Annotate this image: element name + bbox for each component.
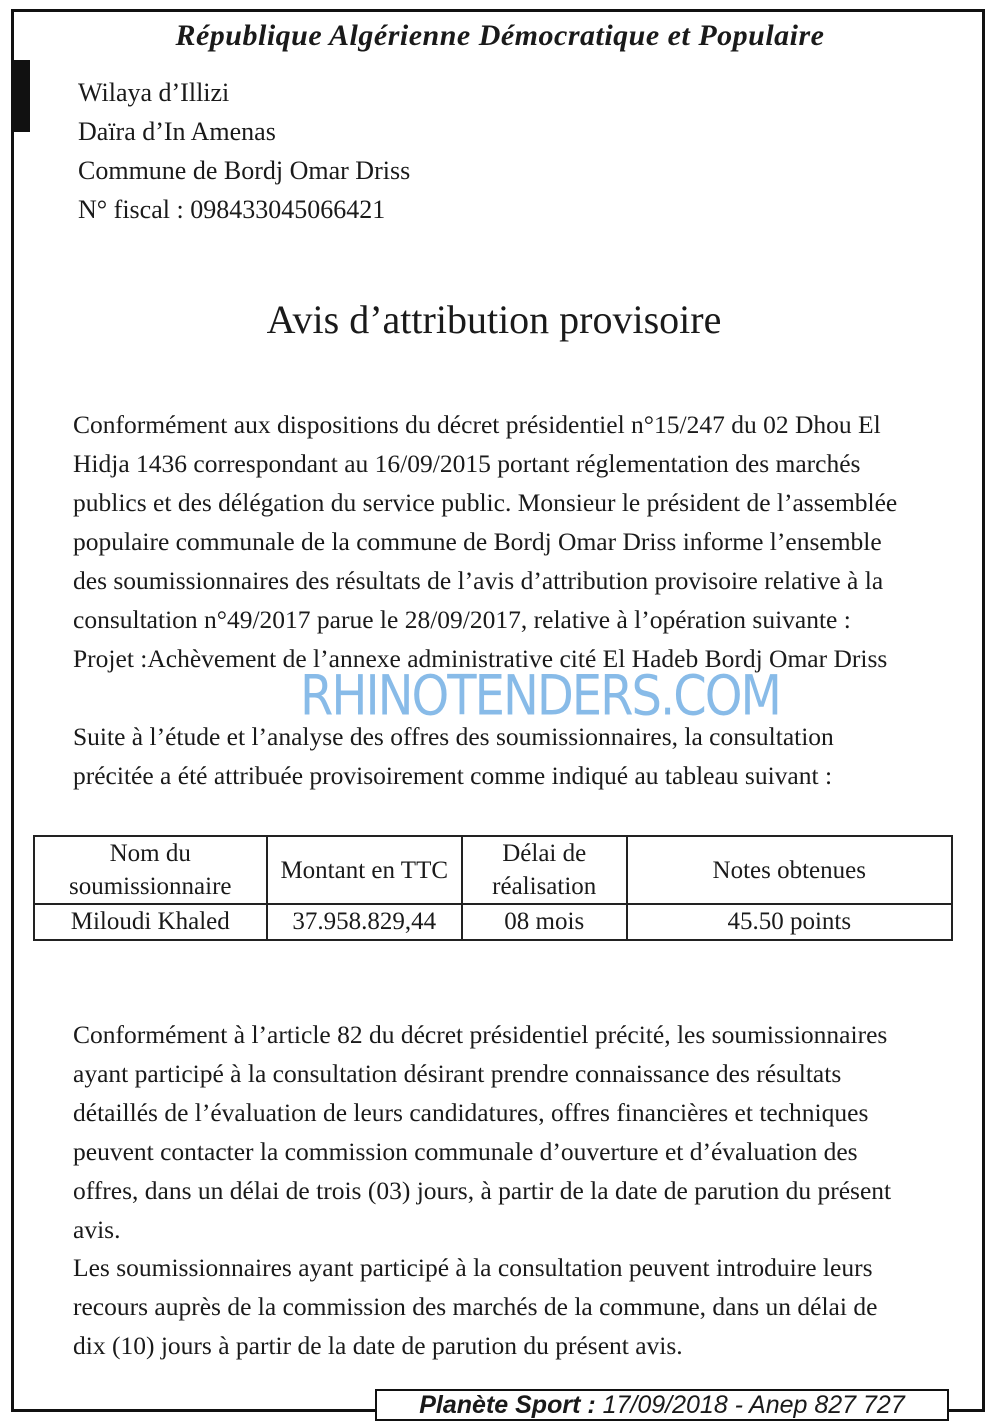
republic-heading: République Algérienne Démocratique et Populaire <box>175 19 825 52</box>
issuer-wilaya: Wilaya d’Illizi <box>78 78 230 107</box>
table-row <box>34 904 952 940</box>
cell-bidder-name: Miloudi Khaled <box>34 904 267 940</box>
issuer-block <box>78 73 410 229</box>
table-header-row <box>34 836 952 904</box>
header-score: Notes obtenues <box>627 836 953 904</box>
cell-amount: 37.958.829,44 <box>267 904 462 940</box>
watermark: RHINOTENDERS.COM <box>300 663 780 729</box>
issuer-fiscal-number: N° fiscal : 098433045066421 <box>78 195 386 224</box>
consultation-results-paragraph: Conformément à l’article 82 du décret présidentiel précité, les soumissionnaires ayant participé à la consultation désirant prendre connaissance des résultats détaillés de l’évaluation de leurs candidatures, offres financières et techniques peuvent contacter la commission communale d’ouverture et d’évaluation des offres, dans un délai de trois (03) jours, à partir de la date de parution du présent avis. <box>73 1020 892 1244</box>
cell-score: 45.50 points <box>627 904 953 940</box>
award-table <box>33 835 953 941</box>
header-delay: Délai de réalisation <box>462 836 627 904</box>
notice-title: Avis d’attribution provisoire <box>266 297 722 342</box>
cell-delay: 08 mois <box>462 904 627 940</box>
scan-edge-mark <box>12 60 30 132</box>
issuer-daira: Daïra d’In Amenas <box>78 117 276 146</box>
intro-paragraph: Conformément aux dispositions du décret présidentiel n°15/247 du 02 Dhou El Hidja 1436 correspondant au 16/09/2015 portant réglementation des marchés publics et des délégation du service public. Monsieur le président de l’assemblée populaire communale de la commune de Bordj Omar Driss informe l’ensemble des soumissionnaires des résultats de l’avis d’attribution provisoire relative à la consultation n°49/2017 parue le 28/09/2017, relative à l’opération suivante : Projet :Achèvement de l’annexe administrative cité El Hadeb Bordj Omar Driss <box>73 410 898 673</box>
header-amount: Montant en TTC <box>267 836 462 904</box>
publication-name: Planète Sport : <box>419 1391 596 1419</box>
analysis-paragraph: Suite à l’étude et l’analyse des offres des soumissionnaires, la consultation précitée a été attribuée provisoirement comme indiqué au tableau suivant : <box>73 722 834 790</box>
appeal-paragraph: Les soumissionnaires ayant participé à la consultation peuvent introduire leurs recours auprès de la commission des marchés de la commune, dans un délai de dix (10) jours à partir de la date de parution du présent avis. <box>73 1253 878 1360</box>
publication-footer <box>375 1389 949 1421</box>
header-bidder-name: Nom du soumissionnaire <box>34 836 267 904</box>
publication-details: 17/09/2018 - Anep 827 727 <box>595 1391 905 1419</box>
issuer-commune: Commune de Bordj Omar Driss <box>78 156 411 185</box>
